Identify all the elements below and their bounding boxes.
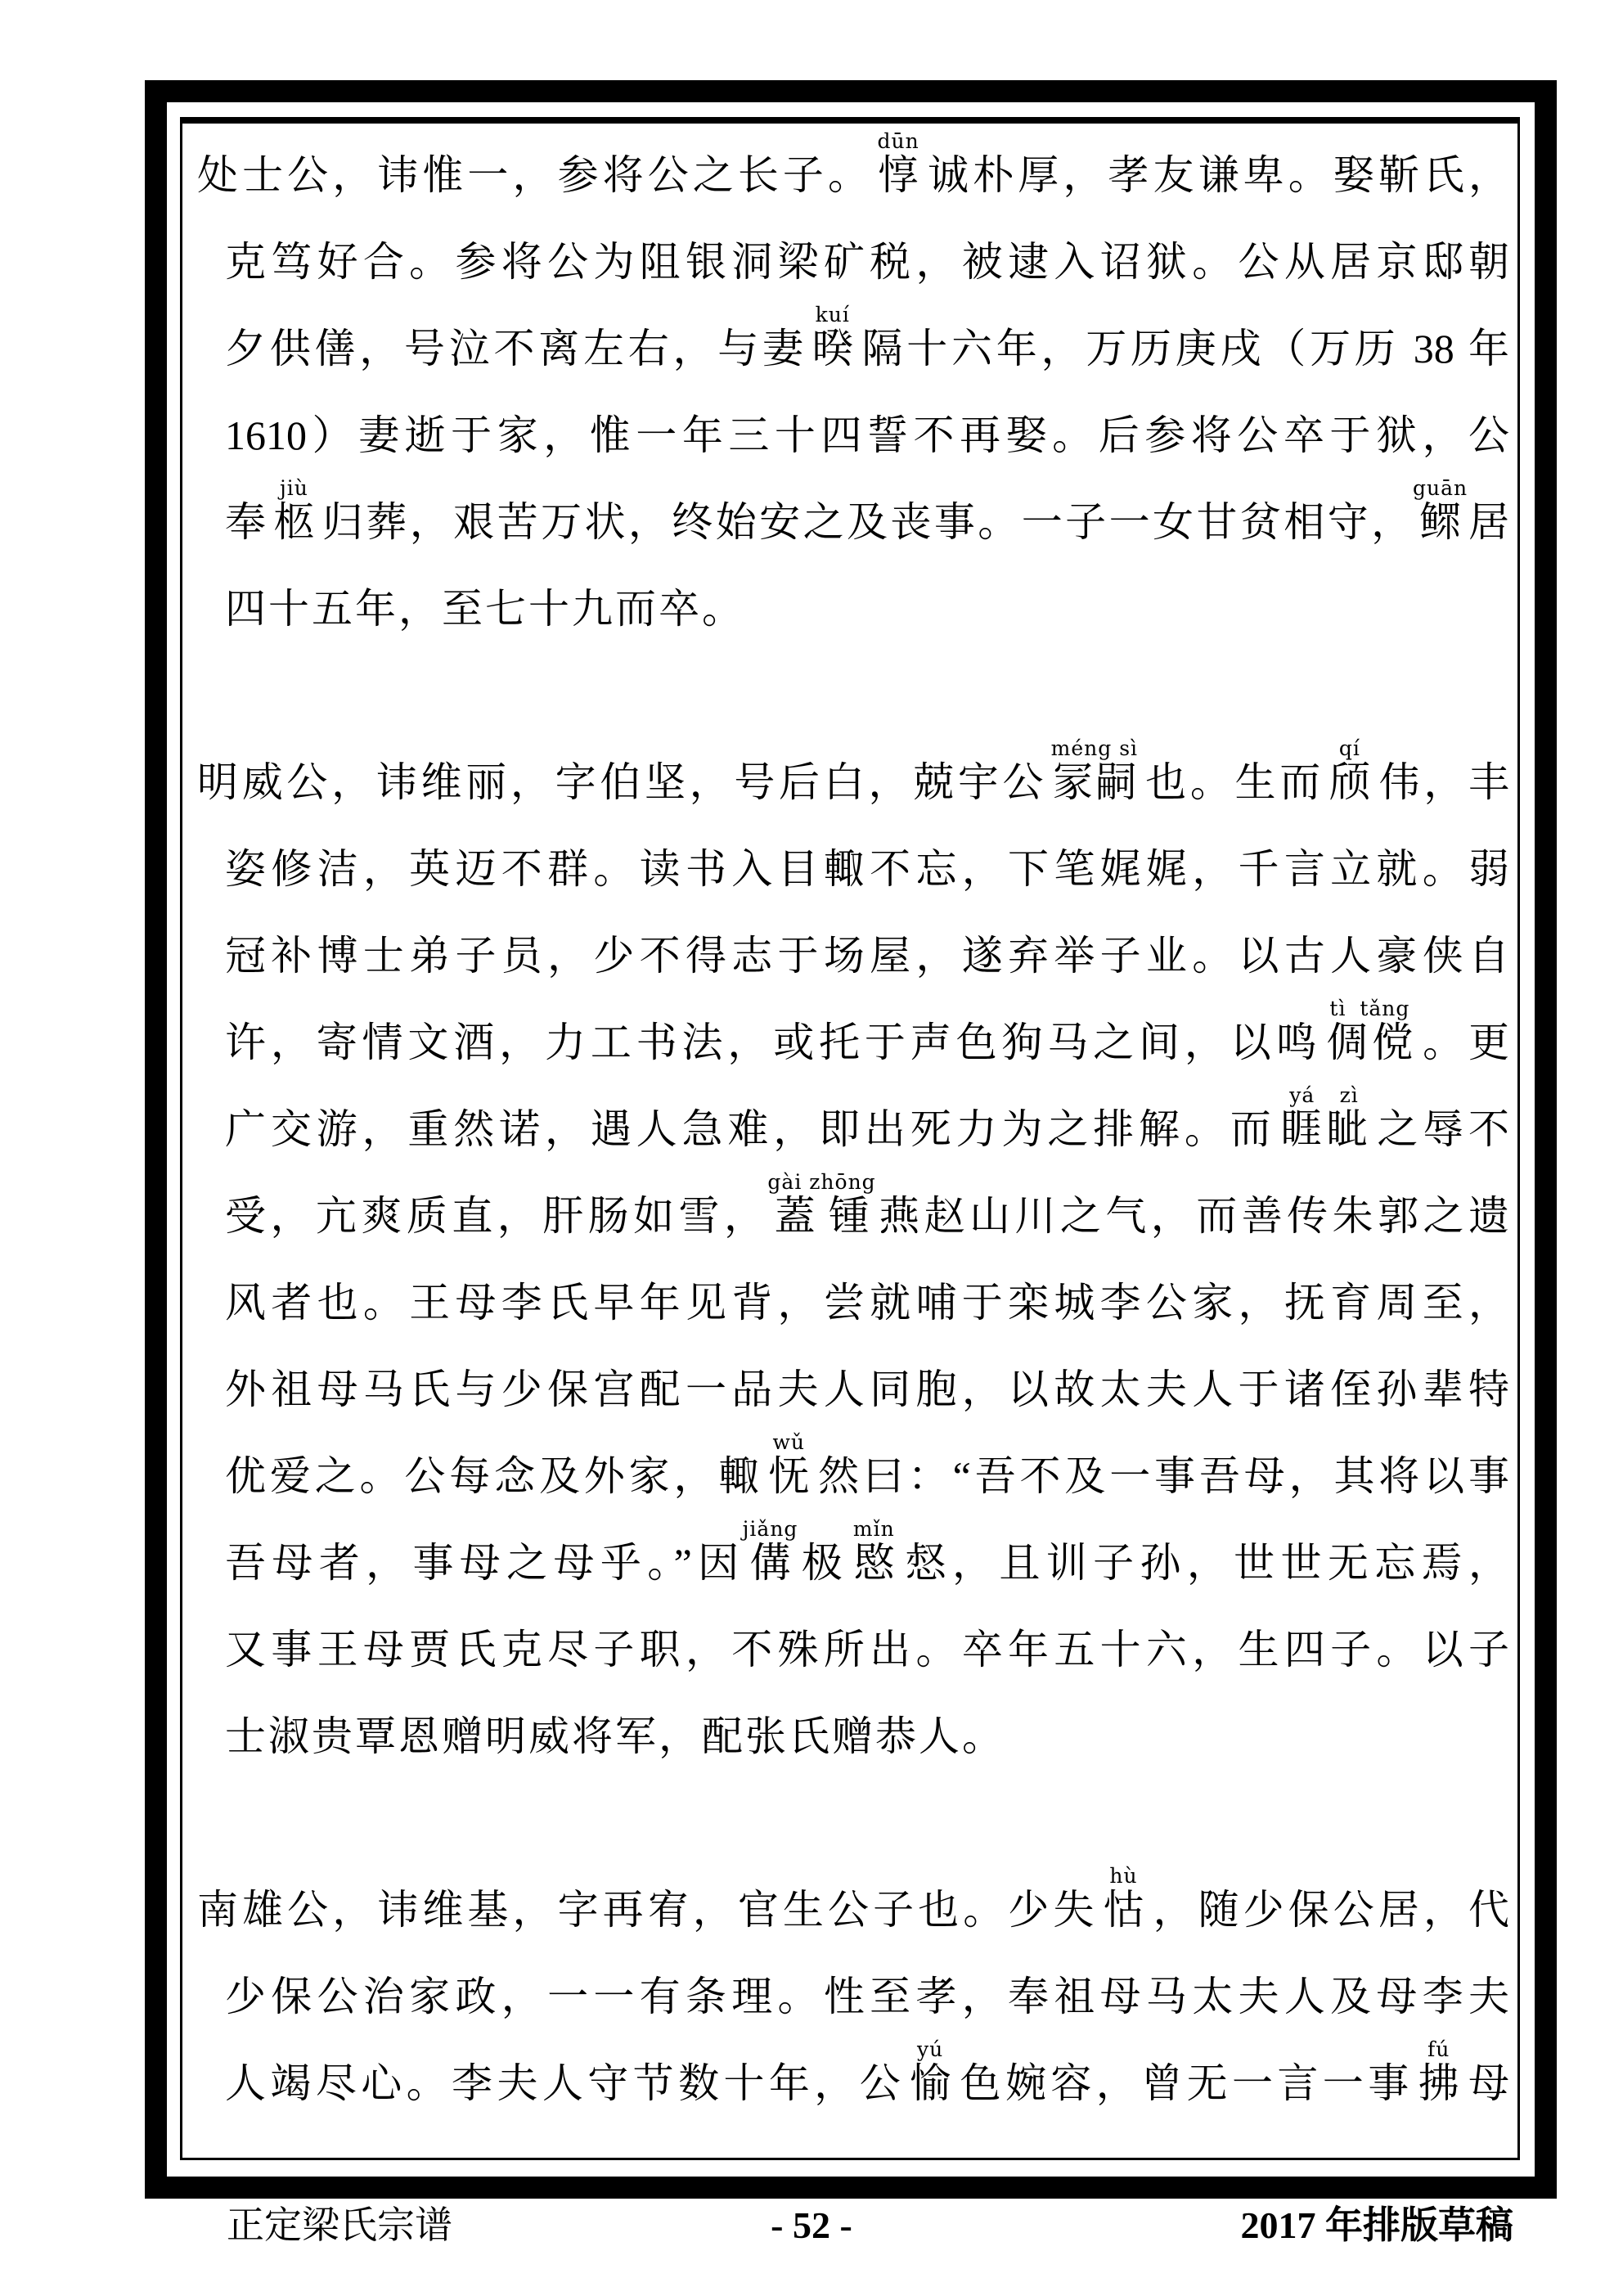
ruby-annotated-text: 愉yú <box>910 2037 955 2106</box>
text-line: 少保公治家政，一一有条理。性至孝，奉祖母马太夫人及母李夫 <box>225 1974 1509 2019</box>
ruby-annotated-text: 蓋锺gài zhōng <box>767 1170 876 1239</box>
pinyin-annotation: jiǎng <box>742 1517 798 1541</box>
text-line: 四十五年，至七十九而卒。 <box>225 586 745 632</box>
ruby-annotated-text: 倜傥tì tǎng <box>1326 997 1418 1065</box>
ruby-annotated-text: 傋jiǎng <box>742 1517 798 1586</box>
text-line: 1610）妻逝于家，惟一年三十四誓不再娶。后参将公卒于狱，公 <box>225 412 1509 458</box>
ruby-annotated-text: 怃wǔ <box>768 1430 814 1499</box>
ruby-annotated-text: 暌kuí <box>812 303 857 371</box>
text-line: 南雄公，讳维基，字再宥，官生公子也。少失 怙hù，随少保公居，代 <box>197 1864 1510 1933</box>
ruby-annotated-text: 惇dūn <box>877 129 919 198</box>
pinyin-annotation: tì tǎng <box>1326 997 1414 1020</box>
ruby-annotated-text: 怙hù <box>1103 1864 1149 1933</box>
footer-page-number: - 52 - <box>771 2204 852 2246</box>
text-line: 夕供僐，号泣不离左右，与妻 暌kuí隔十六年，万历庚戌（万历 38 年 <box>225 303 1509 371</box>
pinyin-annotation: mǐn <box>852 1517 895 1541</box>
paragraph-gap <box>197 652 1509 739</box>
ruby-annotated-text: 愍mǐn <box>852 1517 895 1586</box>
pinyin-annotation: hù <box>1103 1864 1144 1888</box>
text-line: 处士公，讳惟一，参将公之长子。 惇dūn诚朴厚，孝友谦卑。娶靳氏， <box>197 129 1510 198</box>
text-line: 吾母者，事母之母乎。”因傋jiǎng极 愍mǐn惄，且训子孙，世世无忘焉， <box>225 1517 1509 1586</box>
pinyin-annotation: kuí <box>812 303 853 326</box>
pinyin-annotation: fú <box>1418 2037 1459 2061</box>
text-line: 风者也。王母李氏早年见背，尝就哺于栾城李公家，抚育周至， <box>225 1280 1509 1326</box>
pinyin-annotation: jiù <box>273 476 315 500</box>
page-frame <box>145 80 1557 2199</box>
paragraph-gap <box>197 1780 1509 1866</box>
document-body <box>197 129 1510 2127</box>
text-line: 奉 柩jiù归葬，艰苦万状，终始安之及丧事。一子一女甘贫相守，鳏guān居 <box>225 476 1510 545</box>
pinyin-annotation: dūn <box>877 129 919 153</box>
ruby-annotated-text: 柩jiù <box>273 476 317 545</box>
text-line: 人竭尽心。李夫人守节数十年，公 愉yú色婉容，曾无一言一事 拂fú母 <box>225 2037 1510 2106</box>
pinyin-annotation: guān <box>1413 476 1468 500</box>
text-line: 士淑贵覃恩赠明威将军，配张氏赠恭人。 <box>225 1713 1005 1759</box>
footer <box>0 2203 1623 2252</box>
pinyin-annotation: yá zì <box>1280 1083 1368 1107</box>
text-line: 又事王母贾氏克尽子职，不殊所出。卒年五十六，生四子。以子 <box>225 1627 1509 1672</box>
text-line: 优爱之。公每念及外家，輙 怃wǔ然曰：“吾不及一事吾母，其将以事 <box>225 1430 1510 1499</box>
text-line: 明威公，讳维丽，字伯坚，号后白，兢宇公冡嗣méng sì也。生而 颀qí伟，丰 <box>197 736 1510 805</box>
text-line: 姿修洁，英迈不群。读书入目輙不忘，下笔娓娓，千言立就。弱 <box>225 846 1509 892</box>
ruby-annotated-text: 冡嗣méng sì <box>1050 736 1139 805</box>
ruby-annotated-text: 鳏guān <box>1413 476 1468 545</box>
text-line: 受，亢爽质直，肝肠如雪，蓋锺gài zhōng燕赵山川之气，而善传朱郭之遗 <box>225 1170 1509 1239</box>
pinyin-annotation: wǔ <box>768 1430 810 1454</box>
text-line: 克笃好合。参将公为阻银洞梁矿税，被逮入诏狱。公从居京邸朝 <box>225 239 1509 285</box>
ruby-annotated-text: 睚眦yá zì <box>1280 1083 1373 1152</box>
pinyin-annotation: yú <box>910 2037 951 2061</box>
ruby-annotated-text: 颀qí <box>1329 736 1374 805</box>
footer-edition-note: 2017 年排版草稿 <box>1240 2204 1513 2246</box>
pinyin-annotation: qí <box>1329 736 1370 760</box>
inner-border-box <box>180 117 1520 2160</box>
text-line: 广交游，重然诺，遇人急难，即出死力为之排解。而 睚眦yá zì之辱不 <box>225 1083 1510 1152</box>
pinyin-annotation: gài zhōng <box>767 1170 876 1194</box>
text-line: 外祖母马氏与少保宫配一品夫人同胞，以故太夫人于诸侄孙辈特 <box>225 1366 1509 1412</box>
pinyin-annotation: méng sì <box>1050 736 1139 760</box>
ruby-annotated-text: 拂fú <box>1418 2037 1464 2106</box>
text-line: 冠补博士弟子员，少不得志于场屋，遂弃举子业。以古人豪侠自 <box>225 933 1509 979</box>
text-line: 许，寄情文酒，力工书法，或托于声色狗马之间，以鸣 倜傥tì tǎng。更 <box>225 997 1510 1065</box>
footer-book-title: 正定梁氏宗谱 <box>227 2204 452 2246</box>
